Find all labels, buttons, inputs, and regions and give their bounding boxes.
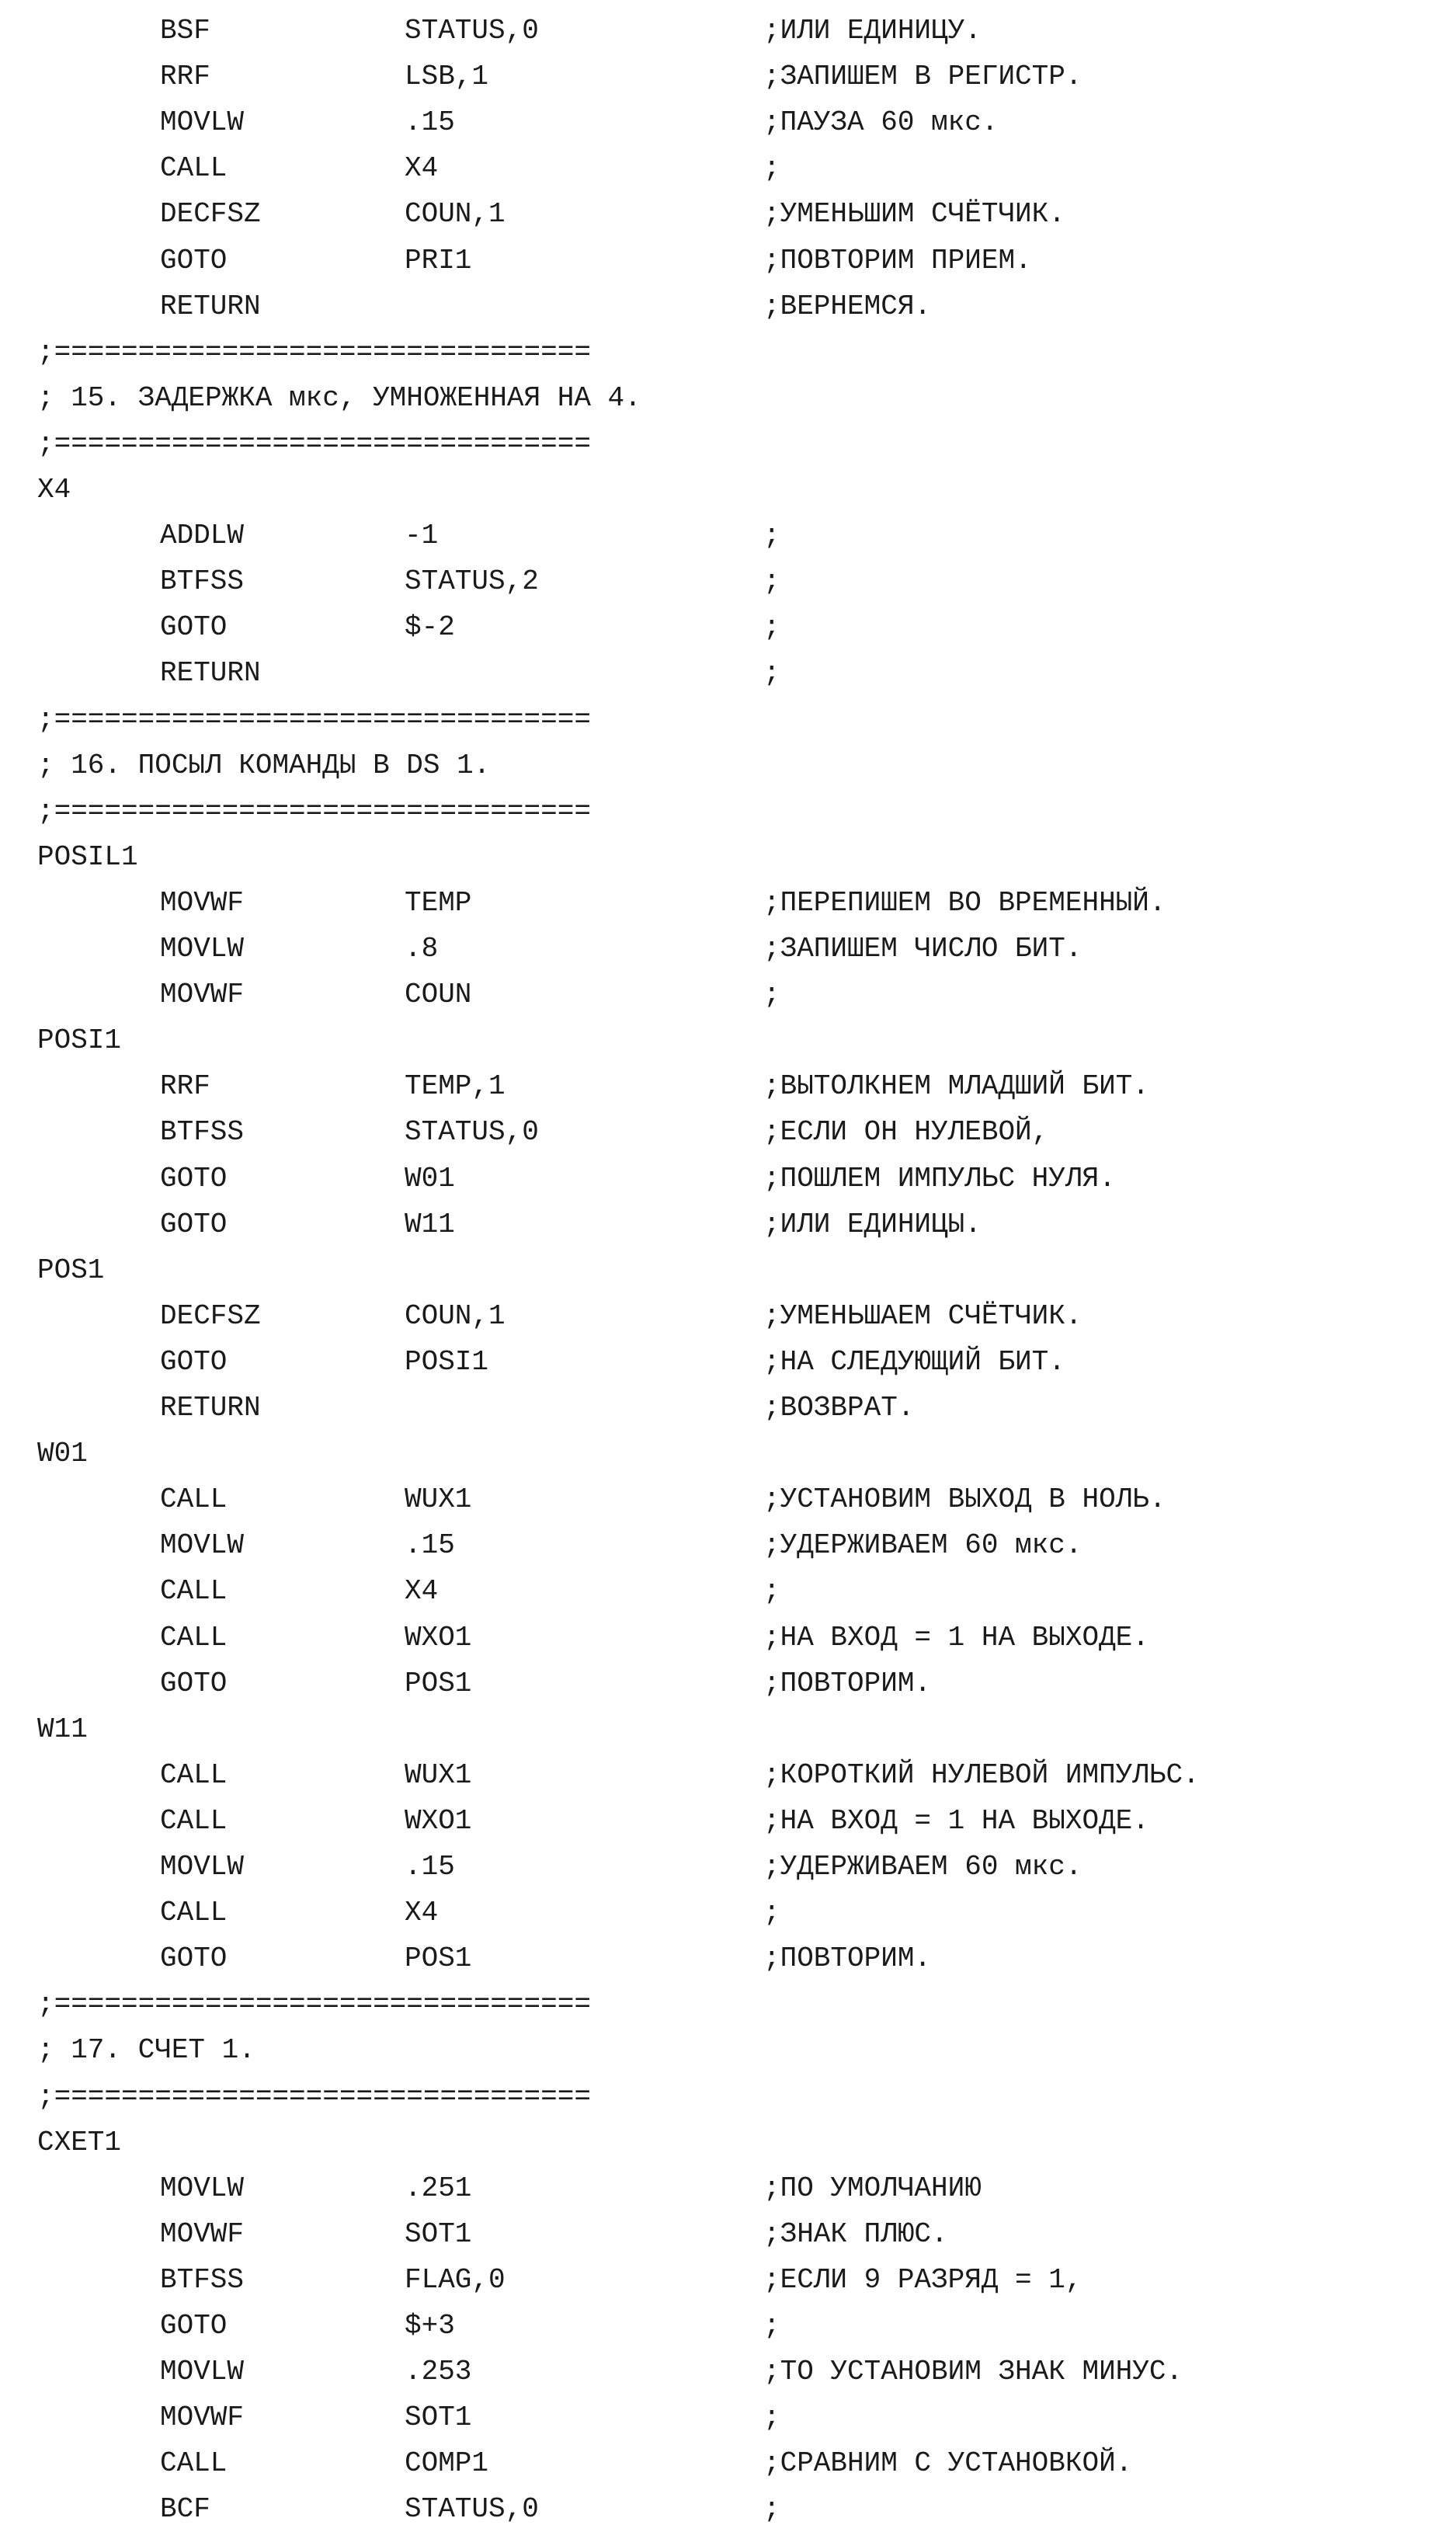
comment: ;ПЕРЕПИШЕМ ВО ВРЕМЕННЫЙ. — [763, 886, 1166, 919]
operand: COUN,1 — [405, 198, 506, 231]
opcode: RETURN — [160, 290, 261, 322]
code-label: W11 — [37, 1713, 88, 1745]
comment: ; — [763, 657, 780, 690]
separator-text: ;================================ — [37, 795, 591, 827]
code-line — [0, 566, 1456, 597]
opcode: GOTO — [160, 1942, 228, 1975]
section-title: ; 16. ПОСЫЛ КОМАНДЫ В DS 1. — [37, 749, 491, 781]
code-line — [0, 888, 1456, 919]
opcode: MOVLW — [160, 1529, 245, 1562]
separator-line — [0, 704, 1456, 736]
comment: ;ЗАПИШЕМ ЧИСЛО БИТ. — [763, 933, 1082, 965]
comment: ; — [763, 520, 780, 552]
opcode: CALL — [160, 2447, 228, 2480]
operand: WUX1 — [405, 1483, 472, 1516]
opcode: BTFSS — [160, 1116, 245, 1149]
operand: X4 — [405, 152, 439, 185]
code-line — [0, 1897, 1456, 1929]
code-label-line — [0, 475, 1456, 506]
comment: ;ТО УСТАНОВИМ ЗНАК МИНУС. — [763, 2356, 1183, 2388]
operand: .15 — [405, 1851, 455, 1883]
code-line — [0, 1760, 1456, 1791]
separator-line — [0, 429, 1456, 460]
code-label-line — [0, 2127, 1456, 2158]
opcode: RETURN — [160, 657, 261, 690]
code-label: W01 — [37, 1438, 88, 1470]
code-label-line — [0, 1438, 1456, 1469]
code-line — [0, 1071, 1456, 1102]
code-line — [0, 1530, 1456, 1561]
opcode: CALL — [160, 1758, 228, 1791]
operand: SOT1 — [405, 2217, 472, 2250]
code-line — [0, 2356, 1456, 2388]
comment: ; — [763, 2493, 780, 2525]
opcode: CALL — [160, 1621, 228, 1654]
comment: ;ВЫТОЛКНЕМ МЛАДШИЙ БИТ. — [763, 1070, 1149, 1103]
operand: -1 — [405, 520, 439, 552]
operand: COUN,1 — [405, 1299, 506, 1332]
operand: $+3 — [405, 2310, 455, 2342]
operand: .15 — [405, 106, 455, 139]
code-label: X4 — [37, 474, 71, 506]
code-line — [0, 612, 1456, 643]
code-line — [0, 107, 1456, 138]
opcode: MOVWF — [160, 2217, 245, 2250]
operand: STATUS,0 — [405, 2493, 539, 2525]
separator-line — [0, 1989, 1456, 2020]
code-line — [0, 2494, 1456, 2525]
opcode: CALL — [160, 1575, 228, 1608]
code-line — [0, 1393, 1456, 1424]
comment: ; — [763, 152, 780, 185]
comment: ;УМЕНЬШИМ СЧЁТЧИК. — [763, 198, 1065, 231]
opcode: MOVLW — [160, 933, 245, 965]
opcode: MOVLW — [160, 2172, 245, 2204]
code-line — [0, 1622, 1456, 1654]
comment: ;ИЛИ ЕДИНИЦЫ. — [763, 1208, 982, 1240]
operand: POSI1 — [405, 1345, 489, 1378]
separator-text: ;================================ — [37, 427, 591, 460]
comment: ;КОРОТКИЙ НУЛЕВОЙ ИМПУЛЬС. — [763, 1758, 1200, 1791]
comment: ;УДЕРЖИВАЕМ 60 мкс. — [763, 1851, 1082, 1883]
opcode: GOTO — [160, 244, 228, 276]
operand: POS1 — [405, 1667, 472, 1699]
opcode: BTFSS — [160, 565, 245, 598]
opcode: GOTO — [160, 1208, 228, 1240]
operand: .251 — [405, 2172, 472, 2204]
code-line — [0, 2448, 1456, 2479]
code-line — [0, 1117, 1456, 1148]
comment: ;УМЕНЬШАЕМ СЧЁТЧИК. — [763, 1299, 1082, 1332]
section-title: ; 17. СЧЕТ 1. — [37, 2034, 255, 2067]
operand: LSB,1 — [405, 61, 489, 93]
comment: ; — [763, 565, 780, 598]
comment: ;ЕСЛИ 9 РАЗРЯД = 1, — [763, 2263, 1082, 2296]
operand: FLAG,0 — [405, 2263, 506, 2296]
code-label: POSI1 — [37, 1024, 122, 1057]
comment: ;ПОШЛЕМ ИМПУЛЬС НУЛЯ. — [763, 1162, 1116, 1195]
code-label-line — [0, 842, 1456, 873]
operand: .253 — [405, 2356, 472, 2388]
code-line — [0, 16, 1456, 47]
operand: X4 — [405, 1897, 439, 1929]
code-line — [0, 520, 1456, 551]
operand: COUN — [405, 979, 472, 1011]
code-label: POS1 — [37, 1254, 105, 1286]
operand: W11 — [405, 1208, 455, 1240]
opcode: MOVLW — [160, 106, 245, 139]
code-line — [0, 1209, 1456, 1240]
comment: ;ВОЗВРАТ. — [763, 1392, 915, 1424]
comment: ;ВЕРНЕМСЯ. — [763, 290, 932, 322]
opcode: GOTO — [160, 2310, 228, 2342]
opcode: DECFSZ — [160, 1299, 261, 1332]
code-line — [0, 2219, 1456, 2250]
code-line — [0, 2311, 1456, 2342]
code-line — [0, 2265, 1456, 2296]
comment: ;НА ВХОД = 1 НА ВЫХОДЕ. — [763, 1804, 1149, 1837]
operand: COMP1 — [405, 2447, 489, 2480]
opcode: BCF — [160, 2493, 210, 2525]
opcode: BSF — [160, 15, 210, 47]
section-header — [0, 2035, 1456, 2066]
comment: ; — [763, 2402, 780, 2434]
section-header — [0, 383, 1456, 414]
operand: W01 — [405, 1162, 455, 1195]
code-line — [0, 979, 1456, 1010]
section-header — [0, 750, 1456, 781]
code-line — [0, 2402, 1456, 2433]
comment: ;НА СЛЕДУЮЩИЙ БИТ. — [763, 1345, 1065, 1378]
opcode: RETURN — [160, 1392, 261, 1424]
code-line — [0, 1347, 1456, 1378]
opcode: RRF — [160, 61, 210, 93]
opcode: GOTO — [160, 1667, 228, 1699]
code-line — [0, 1668, 1456, 1699]
operand: WXO1 — [405, 1621, 472, 1654]
operand: .8 — [405, 933, 439, 965]
comment: ;СРАВНИМ С УСТАНОВКОЙ. — [763, 2447, 1133, 2480]
operand: STATUS,2 — [405, 565, 539, 598]
comment: ;УДЕРЖИВАЕМ 60 мкс. — [763, 1529, 1082, 1562]
code-line — [0, 1301, 1456, 1332]
operand: TEMP,1 — [405, 1070, 506, 1103]
code-label-line — [0, 1714, 1456, 1745]
operand: $-2 — [405, 611, 455, 644]
separator-line — [0, 796, 1456, 827]
code-line — [0, 1163, 1456, 1195]
comment: ; — [763, 979, 780, 1011]
comment: ; — [763, 1575, 780, 1608]
code-line — [0, 2173, 1456, 2204]
opcode: CALL — [160, 1804, 228, 1837]
separator-line — [0, 2082, 1456, 2113]
comment: ;ИЛИ ЕДИНИЦУ. — [763, 15, 982, 47]
code-line — [0, 153, 1456, 184]
opcode: CALL — [160, 152, 228, 185]
code-line — [0, 199, 1456, 230]
operand: POS1 — [405, 1942, 472, 1975]
section-title: ; 15. ЗАДЕРЖКА мкс, УМНОЖЕННАЯ НА 4. — [37, 381, 641, 414]
separator-text: ;================================ — [37, 703, 591, 736]
opcode: MOVWF — [160, 2402, 245, 2434]
code-line — [0, 1484, 1456, 1515]
opcode: GOTO — [160, 1345, 228, 1378]
opcode: MOVLW — [160, 2356, 245, 2388]
operand: SOT1 — [405, 2402, 472, 2434]
operand: WXO1 — [405, 1804, 472, 1837]
comment: ;УСТАНОВИМ ВЫХОД В НОЛЬ. — [763, 1483, 1166, 1516]
code-line — [0, 1576, 1456, 1607]
operand: TEMP — [405, 886, 472, 919]
opcode: RRF — [160, 1070, 210, 1103]
separator-line — [0, 337, 1456, 368]
separator-text: ;================================ — [37, 336, 591, 368]
code-line — [0, 1806, 1456, 1837]
opcode: MOVWF — [160, 886, 245, 919]
code-line — [0, 1943, 1456, 1974]
operand: X4 — [405, 1575, 439, 1608]
comment: ;ПОВТОРИМ. — [763, 1667, 932, 1699]
opcode: GOTO — [160, 611, 228, 644]
code-line — [0, 1852, 1456, 1883]
operand: WUX1 — [405, 1758, 472, 1791]
comment: ;ПО УМОЛЧАНИЮ — [763, 2172, 982, 2204]
separator-text: ;================================ — [37, 2080, 591, 2113]
comment: ; — [763, 611, 780, 644]
code-line — [0, 934, 1456, 965]
opcode: ADDLW — [160, 520, 245, 552]
code-label-line — [0, 1255, 1456, 1286]
code-label-line — [0, 1025, 1456, 1056]
code-line — [0, 291, 1456, 322]
operand: .15 — [405, 1529, 455, 1562]
opcode: BTFSS — [160, 2263, 245, 2296]
comment: ;ЕСЛИ ОН НУЛЕВОЙ, — [763, 1116, 1049, 1149]
opcode: DECFSZ — [160, 198, 261, 231]
code-label: POSIL1 — [37, 840, 138, 873]
code-label: CXET1 — [37, 2126, 122, 2158]
code-line — [0, 245, 1456, 276]
operand: STATUS,0 — [405, 1116, 539, 1149]
comment: ;НА ВХОД = 1 НА ВЫХОДЕ. — [763, 1621, 1149, 1654]
separator-text: ;================================ — [37, 1988, 591, 2021]
comment: ;ПАУЗА 60 мкс. — [763, 106, 999, 139]
opcode: MOVWF — [160, 979, 245, 1011]
comment: ; — [763, 2310, 780, 2342]
comment: ;ПОВТОРИМ ПРИЕМ. — [763, 244, 1032, 276]
operand: PRI1 — [405, 244, 472, 276]
code-line — [0, 658, 1456, 689]
opcode: GOTO — [160, 1162, 228, 1195]
opcode: CALL — [160, 1483, 228, 1516]
opcode: MOVLW — [160, 1851, 245, 1883]
comment: ; — [763, 1897, 780, 1929]
code-line — [0, 61, 1456, 92]
comment: ;ПОВТОРИМ. — [763, 1942, 932, 1975]
opcode: CALL — [160, 1897, 228, 1929]
operand: STATUS,0 — [405, 15, 539, 47]
comment: ;ЗНАК ПЛЮС. — [763, 2217, 948, 2250]
comment: ;ЗАПИШЕМ В РЕГИСТР. — [763, 61, 1082, 93]
